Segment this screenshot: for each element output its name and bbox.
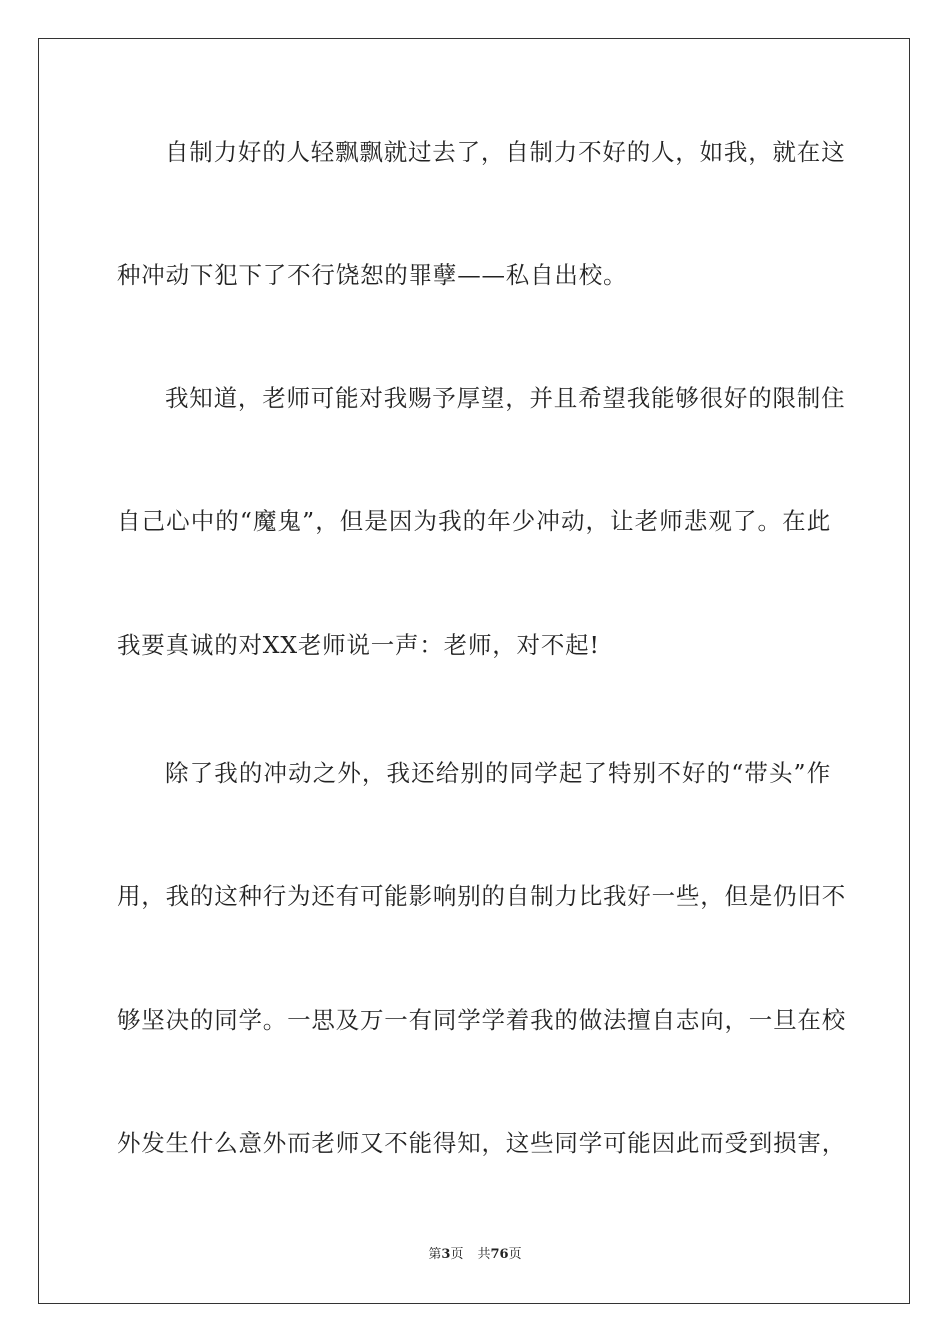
text-line-3: 我知道，老师可能对我赐予厚望，并且希望我能够很好的限制住 <box>165 384 846 412</box>
text-line-9: 外发生什么意外而老师又不能得知，这些同学可能因此而受到损害， <box>117 1129 846 1157</box>
text-line-8: 够坚决的同学。一思及万一有同学学着我的做法擅自志向，一旦在校 <box>117 1006 846 1034</box>
footer-page-total: 76 <box>490 1247 509 1262</box>
page-frame <box>38 38 910 1304</box>
text-line-4: 自己心中的“魔鬼”，但是因为我的年少冲动，让老师悲观了。在此 <box>117 507 831 535</box>
text-line-7: 用，我的这种行为还有可能影响别的自制力比我好一些，但是仍旧不 <box>117 882 846 910</box>
footer-page-unit: 页 <box>450 1247 464 1262</box>
page-footer <box>0 1246 950 1264</box>
text-line-6: 除了我的冲动之外，我还给别的同学起了特别不好的“带头”作 <box>165 759 831 787</box>
text-line-5: 我要真诚的对XX老师说一声：老师，对不起! <box>117 631 600 659</box>
footer-page-prefix: 第 <box>428 1247 442 1262</box>
text-line-1: 自制力好的人轻飘飘就过去了，自制力不好的人，如我，就在这 <box>165 138 846 166</box>
footer-total-unit: 页 <box>508 1247 522 1262</box>
text-line-2: 种冲动下犯下了不行饶恕的罪孽——私自出校。 <box>117 261 628 289</box>
footer-total-prefix: 共 <box>477 1247 491 1262</box>
footer-page-current: 3 <box>441 1247 451 1262</box>
